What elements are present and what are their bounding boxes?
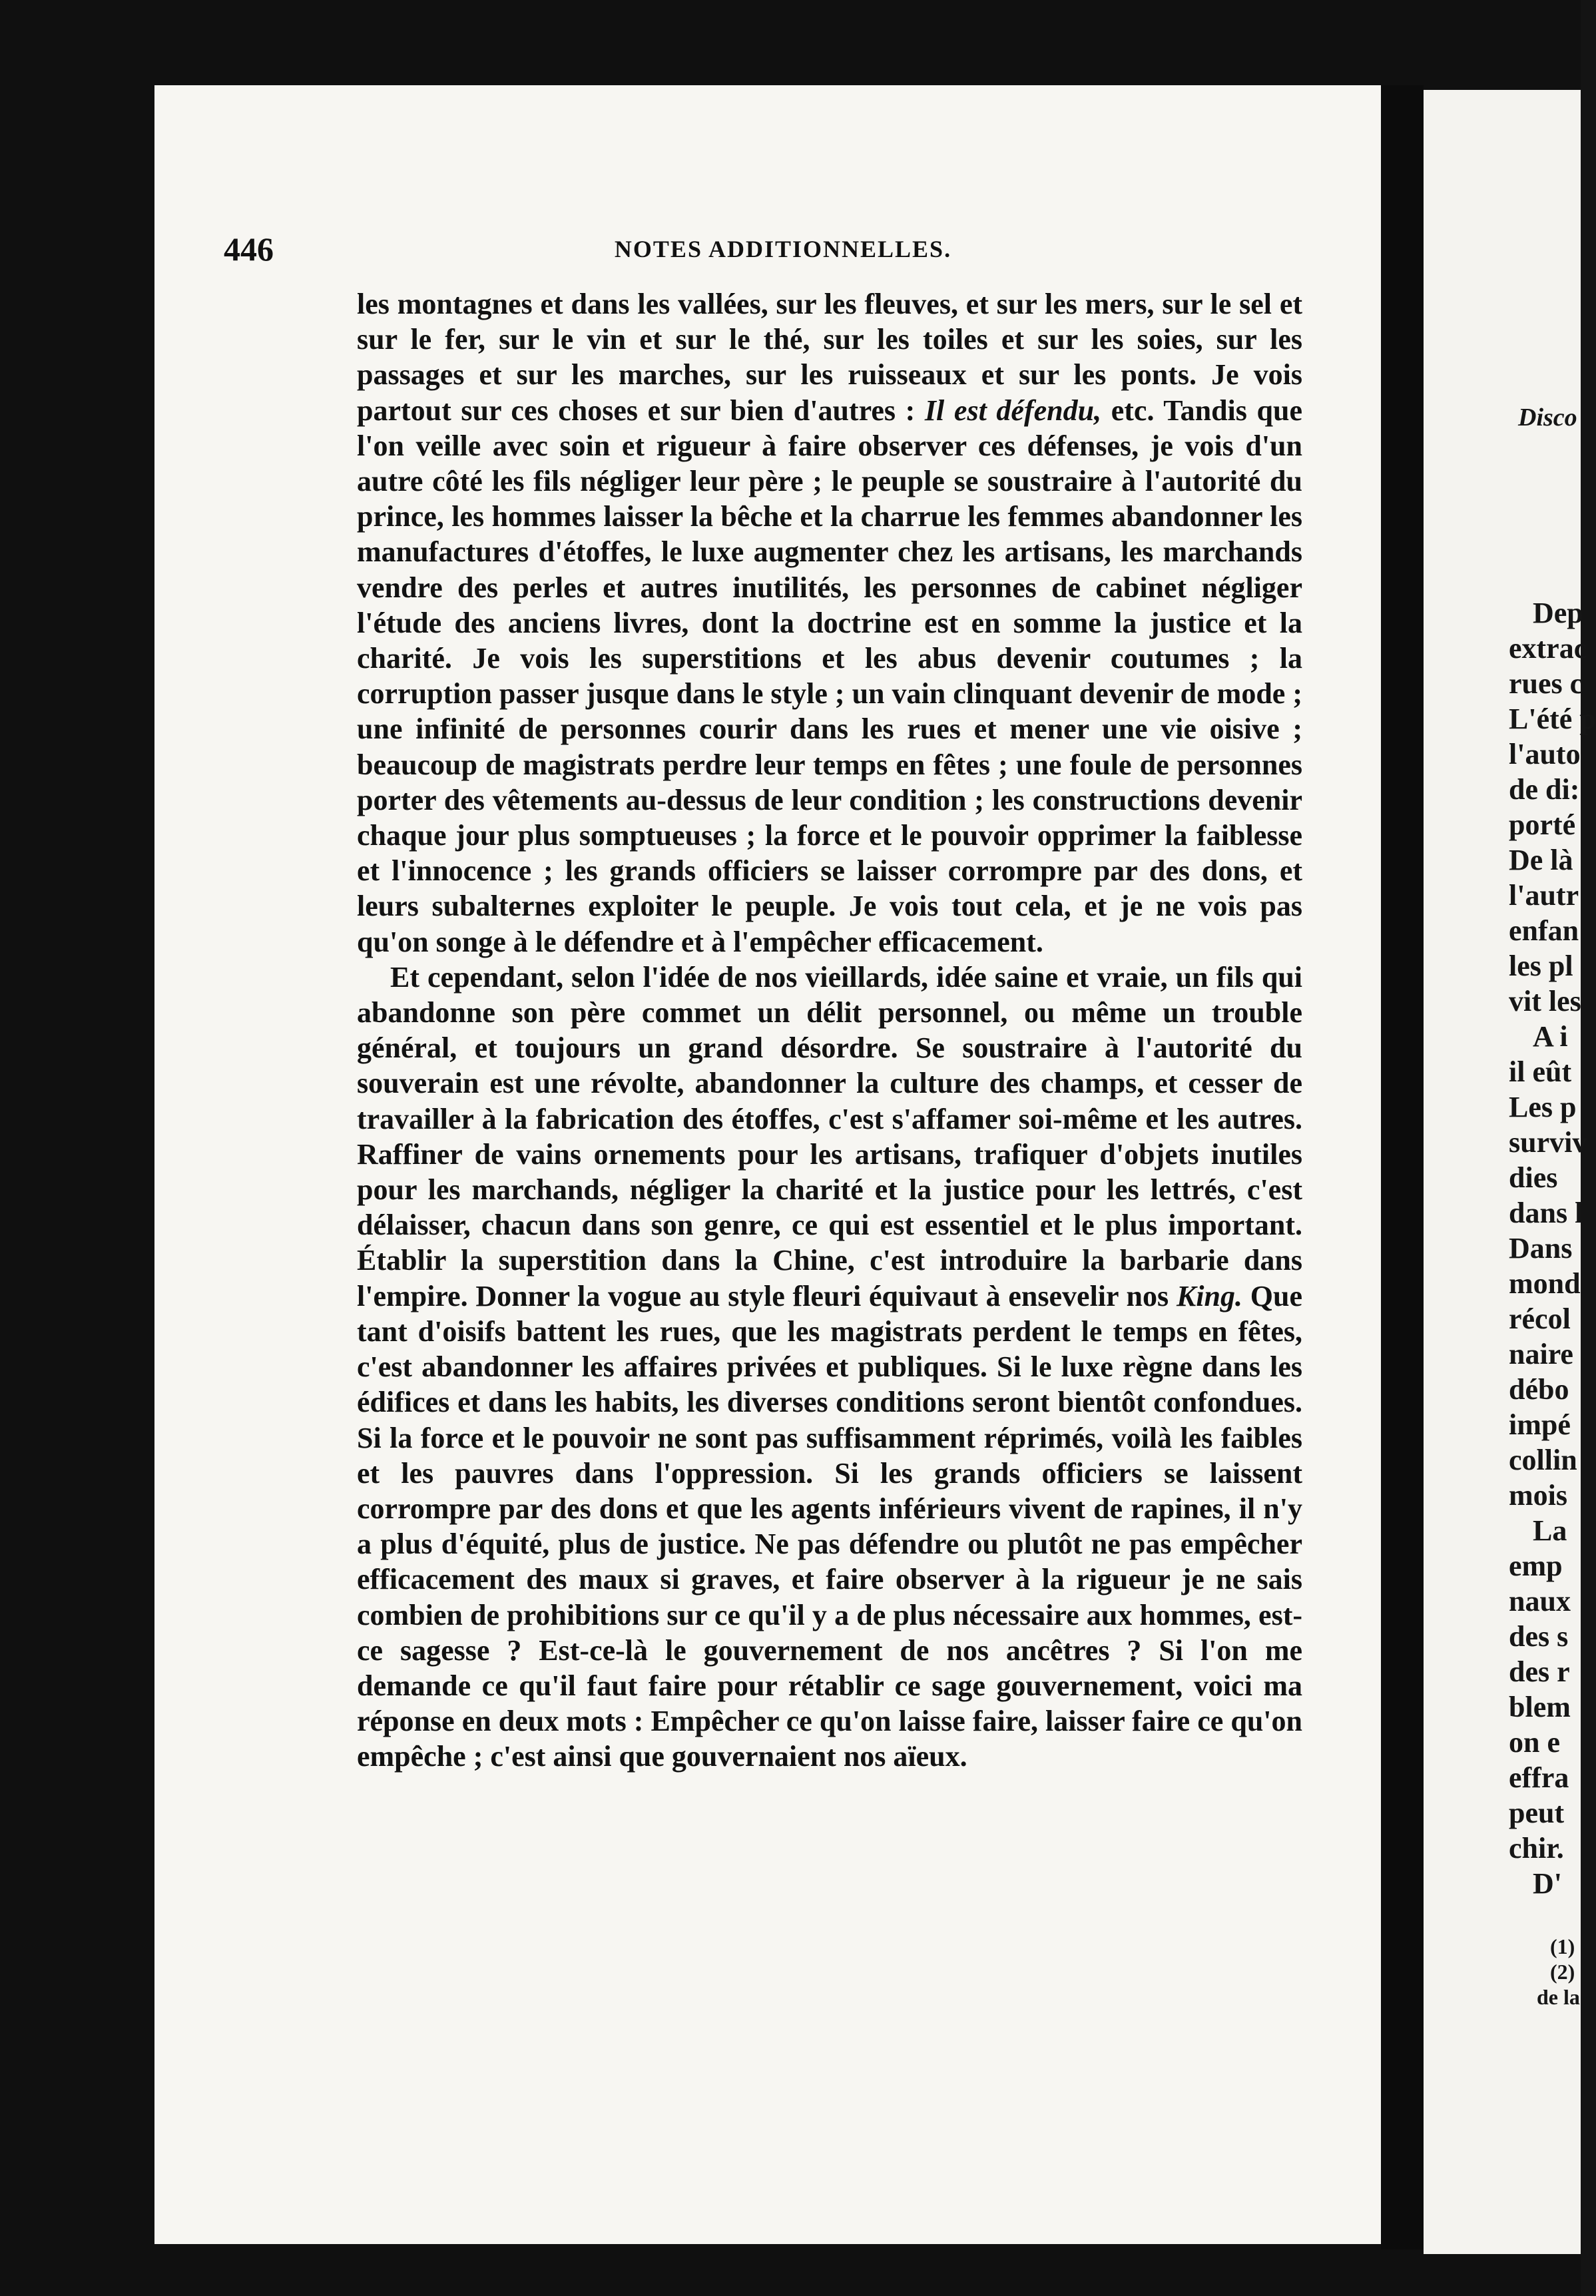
adjacent-fragment: enfan: [1509, 914, 1579, 947]
adjacent-fragment: dies: [1509, 1161, 1558, 1194]
adjacent-footnote-fragment: (2): [1550, 1960, 1575, 1984]
adjacent-fragment: rues c: [1509, 667, 1583, 700]
adjacent-fragment: mond: [1509, 1267, 1581, 1300]
adjacent-fragment: impé: [1509, 1408, 1571, 1441]
adjacent-fragment: De là: [1509, 844, 1573, 876]
adjacent-fragment: l'auto: [1509, 738, 1581, 770]
adjacent-fragment: Les p: [1509, 1091, 1577, 1123]
paragraph-2: [357, 960, 1302, 1775]
running-head: NOTES ADDITIONNELLES.: [614, 236, 952, 262]
adjacent-fragment: des s: [1509, 1620, 1569, 1653]
adjacent-fragment: porté: [1509, 808, 1576, 841]
adjacent-fragment: collin: [1509, 1444, 1577, 1476]
adjacent-fragment: emp: [1509, 1550, 1563, 1582]
adjacent-page: [1424, 90, 1596, 2254]
paragraph-1-text-a: les montagnes et dans les vallées, sur les fleuves, et sur les mers, sur le sel et sur le fer, sur le vin et sur le thé, sur les toiles et sur les soies, sur les passages et sur les marches, sur les ruisseaux et sur les ponts. Je vois partout sur ces choses et sur bien d'autres :: [357, 288, 1302, 427]
adjacent-fragment: chir.: [1509, 1832, 1564, 1865]
adjacent-fragment: naux: [1509, 1585, 1571, 1617]
page-header: [224, 230, 1302, 270]
adjacent-fragment: de di:: [1509, 773, 1580, 806]
adjacent-fragment: récol: [1509, 1302, 1571, 1335]
adjacent-fragment: dans l: [1509, 1197, 1583, 1229]
paragraph-2-text-a: Et cependant, selon l'idée de nos vieillards, idée saine et vraie, un fils qui abandonne son père commet un délit personnel, ou même un trouble général, et toujours un grand désordre. Se soustraire à l'autorité du souverain est une révolte, abandonner la culture des champs, et cesser de travailler à la fabrication des étoffes, c'est s'affamer soi-même et les autres. Raffiner de vains ornements pour les artisans, trafiquer d'objets inutiles pour les marchands, négliger la charité et la justice pour les lettrés, c'est délaisser, chacun dans son genre, ce qui est essentiel et le plus important. Établir la superstition dans la Chine, c'est introduire la barbarie dans l'empire. Donner la vogue au style fleuri équivaut à ensevelir nos: [357, 960, 1302, 1312]
adjacent-footnote-fragment: de la: [1537, 1985, 1580, 2009]
adjacent-fragment: vit les: [1509, 985, 1581, 1017]
adjacent-fragment: naire: [1509, 1338, 1573, 1370]
adjacent-fragment: A i: [1533, 1020, 1568, 1053]
adjacent-footnote-fragment: (1): [1550, 1934, 1575, 1958]
adjacent-fragment: l'autr: [1509, 879, 1579, 912]
adjacent-fragment: peut: [1509, 1797, 1565, 1829]
adjacent-fragment: D': [1533, 1867, 1562, 1900]
adjacent-fragment: L'été p: [1509, 703, 1596, 735]
adjacent-fragment: effra: [1509, 1761, 1569, 1794]
body-text: [357, 286, 1302, 1775]
paragraph-1-italic: Il est défendu,: [924, 394, 1102, 427]
paragraph-1: [357, 286, 1302, 960]
adjacent-fragment: mois: [1509, 1479, 1567, 1512]
paragraph-2-italic: King.: [1176, 1279, 1242, 1312]
adjacent-fragment: les pl: [1509, 950, 1573, 982]
adjacent-fragment: surviv: [1509, 1126, 1587, 1159]
adjacent-fragment: Dep: [1533, 597, 1583, 629]
paragraph-1-text-b: etc. Tandis que l'on veille avec soin et rigueur à faire observer ces défenses, je vois d'un autre côté les fils négliger leur père ; le peuple se soustraire à l'autorité du prince, les hommes laisser la bêche et la charrue les femmes abandonner les manufactures d'étoffes, le luxe augmenter chez les artisans, les marchands vendre des perles et autres inutilités, les personnes de cabinet négliger l'étude des anciens livres, dont la doctrine est en somme la justice et la charité. Je vois les superstitions et les abus devenir coutumes ; la corruption passer jusque dans le style ; un vain clinquant devenir de mode ; une infinité de personnes courir dans les rues et mener une vie oisive ; beaucoup de magistrats perdre leur temps en fêtes ; une foule de personnes porter des vêtements au-dessus de leur condition ; les constructions devenir chaque jour plus somptueuses ; la force et le pouvoir opprimer la faiblesse et l'innocence ; les grands officiers se laisser corrompre par des dons, et leurs subalternes exploiter le peuple. Je vois tout cela, et je ne vois pas qu'on songe à le défendre et à l'empêcher efficacement.: [357, 394, 1303, 958]
adjacent-fragment: on e: [1509, 1726, 1560, 1759]
page-number: 446: [224, 230, 274, 268]
adjacent-fragment: La: [1533, 1514, 1567, 1547]
adjacent-fragment: blem: [1509, 1691, 1571, 1723]
book-gutter: [1381, 85, 1424, 2249]
adjacent-fragment: extrac: [1509, 632, 1587, 665]
adjacent-fragment: Dans: [1509, 1232, 1573, 1265]
adjacent-fragment: Disco: [1518, 404, 1577, 431]
paragraph-2-text-b: Que tant d'oisifs battent les rues, que les magistrats perdent le temps en fêtes, c'est abandonner les affaires privées et publiques. Si le luxe règne dans les édifices et dans les habits, les diverses conditions seront bientôt confondues. Si la force et le pouvoir ne sont pas suffisamment réprimés, voilà les faibles et les pauvres dans l'oppression. Si les grands officiers se laissent corrompre par des dons et que les agents inférieurs vivent de rapines, il n'y a plus d'équité, plus de justice. Ne pas défendre ou plutôt ne pas empêcher efficacement des maux si graves, et faire observer à la rigueur je ne sais combien de prohibitions sur ce qu'il y a de plus nécessaire aux hommes, est-ce sagesse ? Est-ce-là le gouvernement de nos ancêtres ? Si l'on me demande ce qu'il faut faire pour rétablir ce sage gouvernement, voici ma réponse en deux mots : Empêcher ce qu'on laisse faire, laisser faire ce qu'on empêche ; c'est ainsi que gouvernaient nos aïeux.: [357, 1279, 1303, 1773]
adjacent-fragment: des r: [1509, 1655, 1570, 1688]
adjacent-fragment: il eût: [1509, 1055, 1572, 1088]
adjacent-fragment: débo: [1509, 1373, 1569, 1406]
